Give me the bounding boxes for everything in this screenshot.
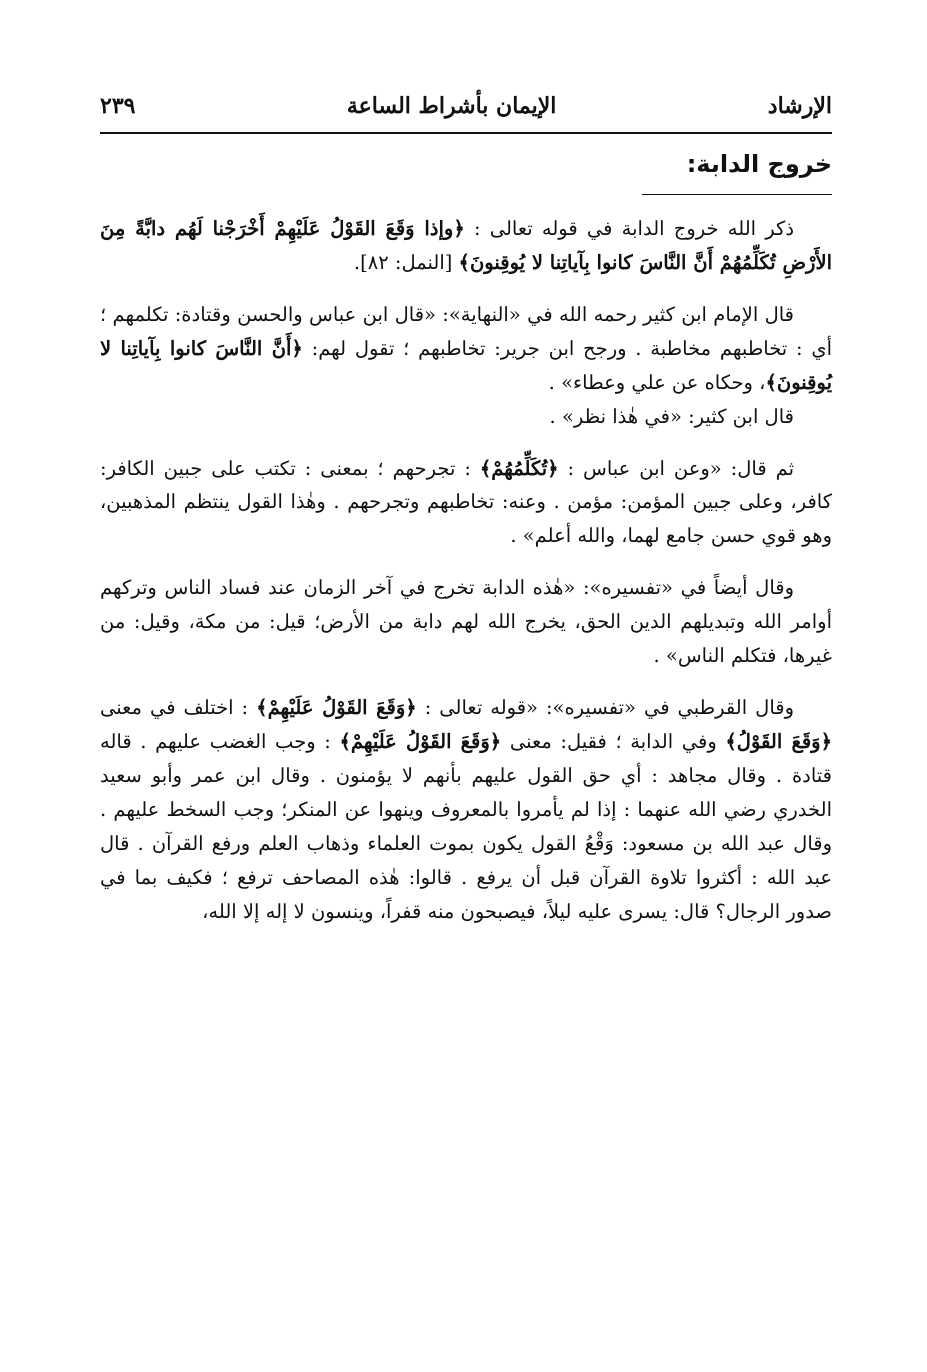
quran-quote: ﴿وَقَعَ القَوْلُ عَلَيْهِمْ﴾ [256, 696, 417, 720]
text-segment: وقال أيضاً في «تفسيره»: «هٰذه الدابة تخرج في آخر الزمان عند فساد الناس وتركهم أوامر الله وتبديلهم الدين الحق، يخرج الله لهم دابة من الأرض؛ قيل: من مكة، وقيل: من غيرها، فتكلم الناس» . [100, 576, 832, 668]
text-segment: قال الإمام ابن كثير رحمه الله في «النهاية»: «قال ابن عباس والحسن وقتادة: تكلمهم ؛ أي : تخاطبهم مخاطبة . ورجح ابن جرير: تخاطبهم ؛ تقول لهم: [100, 302, 832, 360]
quran-quote: ﴿وَقَعَ القَوْلُ﴾ [725, 729, 832, 753]
text-segment: : تجرحهم ؛ بمعنى : تكتب على جبين الكافر: كافر، وعلى جبين المؤمن: مؤمن . وعنه: تخاطبهم وتجرحهم . وهٰذا القول ينتظم المذهبين، وهو قوي حسن جامع لهما، والله أعلم» . [100, 456, 832, 548]
paragraph [100, 212, 832, 280]
text-segment: قال ابن كثير: «في هٰذا نظر» . [549, 404, 794, 428]
paragraph [100, 691, 832, 928]
quran-quote: ﴿أَنَّ النَّاسَ كانوا بِآياتِنا لا يُوقِنونَ﴾ [100, 336, 832, 394]
header-chapter-title: الإيمان بأشراط الساعة [346, 93, 557, 119]
quran-quote: ﴿وإذا وَقَعَ القَوْلُ عَلَيْهِمْ أَخْرَجْنا لَهُم دابَّةً مِنَ الأَرْضِ تُكَلِّمُهُمْ أَنَّ النَّاسَ كانوا بِآياتِنا لا يُوقِنونَ﴾ [100, 217, 832, 274]
quran-quote: ﴿وَقَعَ القَوْلُ عَلَيْهِمْ﴾ [339, 729, 502, 753]
text-segment: ذكر الله خروج الدابة في قوله تعالى : [464, 217, 795, 240]
body-text [100, 212, 832, 929]
text-segment: وقال القرطبي في «تفسيره»: «قوله تعالى : [416, 696, 794, 720]
text-segment: ثم قال: «وعن ابن عباس : [558, 456, 794, 480]
text-segment: : وجب الغضب عليهم . قاله قتادة . وقال مجاهد : أي حق القول عليهم بأنهم لا يؤمنون . وقال ابن عمر وأبو سعيد الخدري رضي الله عنهما : إذا لم يأمروا بالمعروف وينهوا عن المنكر؛ وجب السخط عليهم . وقال عبد الله بن مسعود: وَقْعُ القول يكون بموت العلماء وذهاب العلم ورفع القرآن . قال عبد الله : أكثروا تلاوة القرآن قبل أن يرفع . قالوا: هٰذه المصاحف ترفع ؛ فكيف بما في صدور الرجال؟ قال: يسرى عليه ليلاً، فيصبحون منه قفراً، وينسون لا إله إلا الله، [100, 729, 832, 923]
paragraph [100, 400, 832, 434]
section-heading: خروج الدابة: [686, 150, 832, 178]
paragraph [100, 452, 832, 554]
header-book-title: الإرشاد [767, 93, 832, 119]
paragraph [100, 298, 832, 400]
page-number: ٢٣٩ [100, 93, 136, 119]
text-segment: : اختلف في معنى [100, 696, 257, 720]
heading-underline [642, 194, 832, 195]
header-rule [100, 132, 832, 134]
text-segment: ، وحكاه عن علي وعطاء» . [548, 370, 766, 394]
text-segment: وفي الدابة ؛ فقيل: معنى [501, 729, 726, 753]
quran-quote: ﴿تُكَلِّمُهُمْ﴾ [479, 456, 559, 480]
paragraph [100, 571, 832, 673]
text-segment: [النمل: ٨٢]. [353, 250, 459, 274]
running-header [100, 88, 832, 124]
